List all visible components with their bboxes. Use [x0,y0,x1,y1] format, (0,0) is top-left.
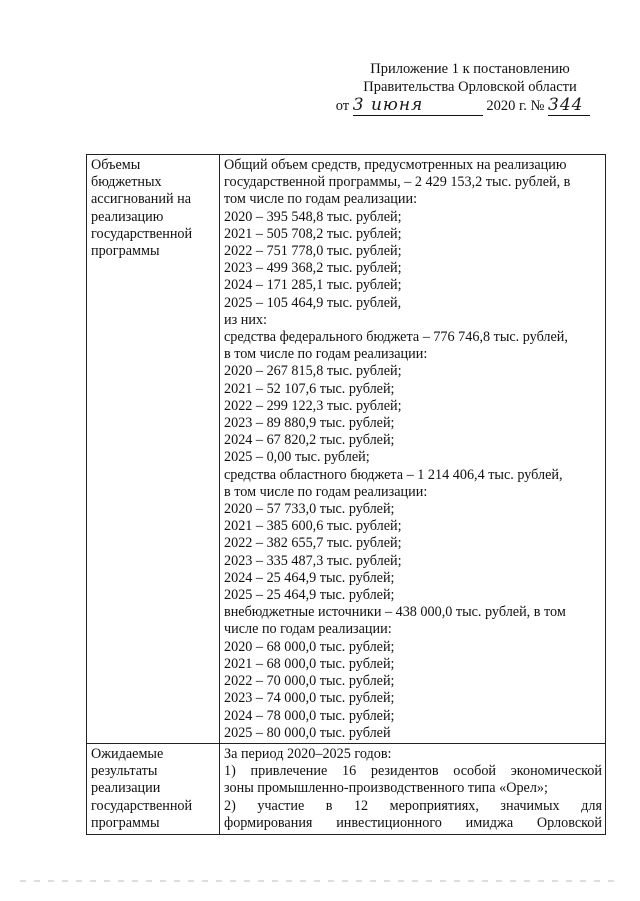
label-line: бюджетных [91,174,162,191]
header-year: 2020 г. № [486,98,545,114]
text-line: в том числе по годам реализации: [224,483,428,500]
row-label-results [87,743,220,834]
federal-year-line: 2021 – 52 107,6 тыс. рублей; [224,380,395,397]
federal-year-line: 2020 – 267 815,8 тыс. рублей; [224,363,402,380]
total-year-line: 2021 – 505 708,2 тыс. рублей; [224,225,402,242]
label-line: реализации [91,780,161,797]
text-line: 2) участие в 12 мероприятиях, значимых для [224,797,602,814]
text-line: 1) привлечение 16 резидентов особой экономической [224,763,602,780]
program-table [86,154,606,835]
appendix-header [330,60,610,116]
total-year-line: 2023 – 499 368,2 тыс. рублей; [224,260,402,277]
text-line: формирования инвестиционного имиджа Орловской [224,814,602,831]
total-year-line: 2025 – 105 464,9 тыс. рублей, [224,294,402,311]
label-line: программы [91,814,160,831]
regional-year-line: 2023 – 335 487,3 тыс. рублей; [224,552,402,569]
extra-year-line: 2024 – 78 000,0 тыс. рублей; [224,707,395,724]
extra-year-line: 2022 – 70 000,0 тыс. рублей; [224,673,395,690]
row-content-results [220,743,606,834]
handwritten-date: 3 июня [352,95,424,115]
label-line: Ожидаемые [91,745,164,762]
text-line: средства федерального бюджета – 776 746,8 тыс. рублей, [224,329,568,346]
text-line: За период 2020–2025 годов: [224,745,392,762]
text-line: числе по годам реализации: [224,621,392,638]
table-row [87,743,606,834]
date-field [353,96,483,116]
label-line: программы [91,243,160,260]
table-row [87,155,606,744]
label-line: результаты [91,763,158,780]
row-content-budget [220,155,606,744]
text-line: государственной программы, – 2 429 153,2 тыс. рублей, в [224,174,571,191]
text-line: в том числе по годам реализации: [224,346,428,363]
label-line: Объемы [91,157,141,173]
total-year-line: 2020 – 395 548,8 тыс. рублей; [224,208,402,225]
federal-year-line: 2025 – 0,00 тыс. рублей; [224,449,370,466]
text-line: из них: [224,311,267,328]
regional-year-line: 2024 – 25 464,9 тыс. рублей; [224,569,395,586]
row-label-budget [87,155,220,744]
regional-year-line: 2022 – 382 655,7 тыс. рублей; [224,535,402,552]
header-prefix: от [335,98,350,114]
number-field [548,96,590,116]
extra-year-line: 2021 – 68 000,0 тыс. рублей; [224,655,395,672]
federal-year-line: 2024 – 67 820,2 тыс. рублей; [224,432,395,449]
federal-year-line: 2022 – 299 122,3 тыс. рублей; [224,397,402,414]
text-line: внебюджетные источники – 438 000,0 тыс. рублей, в том [224,604,566,621]
regional-year-line: 2021 – 385 600,6 тыс. рублей; [224,518,402,535]
text-line: зоны промышленно-производственного типа «Орел»; [224,780,548,797]
scan-artifact [20,880,620,882]
header-line-2: Правительства Орловской области [363,79,577,95]
header-line-1: Приложение 1 к постановлению [370,61,570,77]
handwritten-number: 344 [548,95,584,115]
total-year-line: 2024 – 171 285,1 тыс. рублей; [224,277,402,294]
text-line: средства областного бюджета – 1 214 406,4 тыс. рублей, [224,466,563,483]
total-year-line: 2022 – 751 778,0 тыс. рублей; [224,243,402,260]
text-line: Общий объем средств, предусмотренных на реализацию [224,157,567,173]
header-line-3 [330,96,610,116]
label-line: государственной [91,797,193,814]
regional-year-line: 2025 – 25 464,9 тыс. рублей; [224,587,395,604]
regional-year-line: 2020 – 57 733,0 тыс. рублей; [224,501,395,518]
federal-year-line: 2023 – 89 880,9 тыс. рублей; [224,415,395,432]
extra-year-line: 2023 – 74 000,0 тыс. рублей; [224,690,395,707]
extra-year-line: 2025 – 80 000,0 тыс. рублей [224,724,391,741]
extra-year-line: 2020 – 68 000,0 тыс. рублей; [224,638,395,655]
text-line: том числе по годам реализации: [224,191,418,208]
label-line: реализацию [91,208,164,225]
label-line: ассигнований на [91,191,192,208]
label-line: государственной [91,225,193,242]
